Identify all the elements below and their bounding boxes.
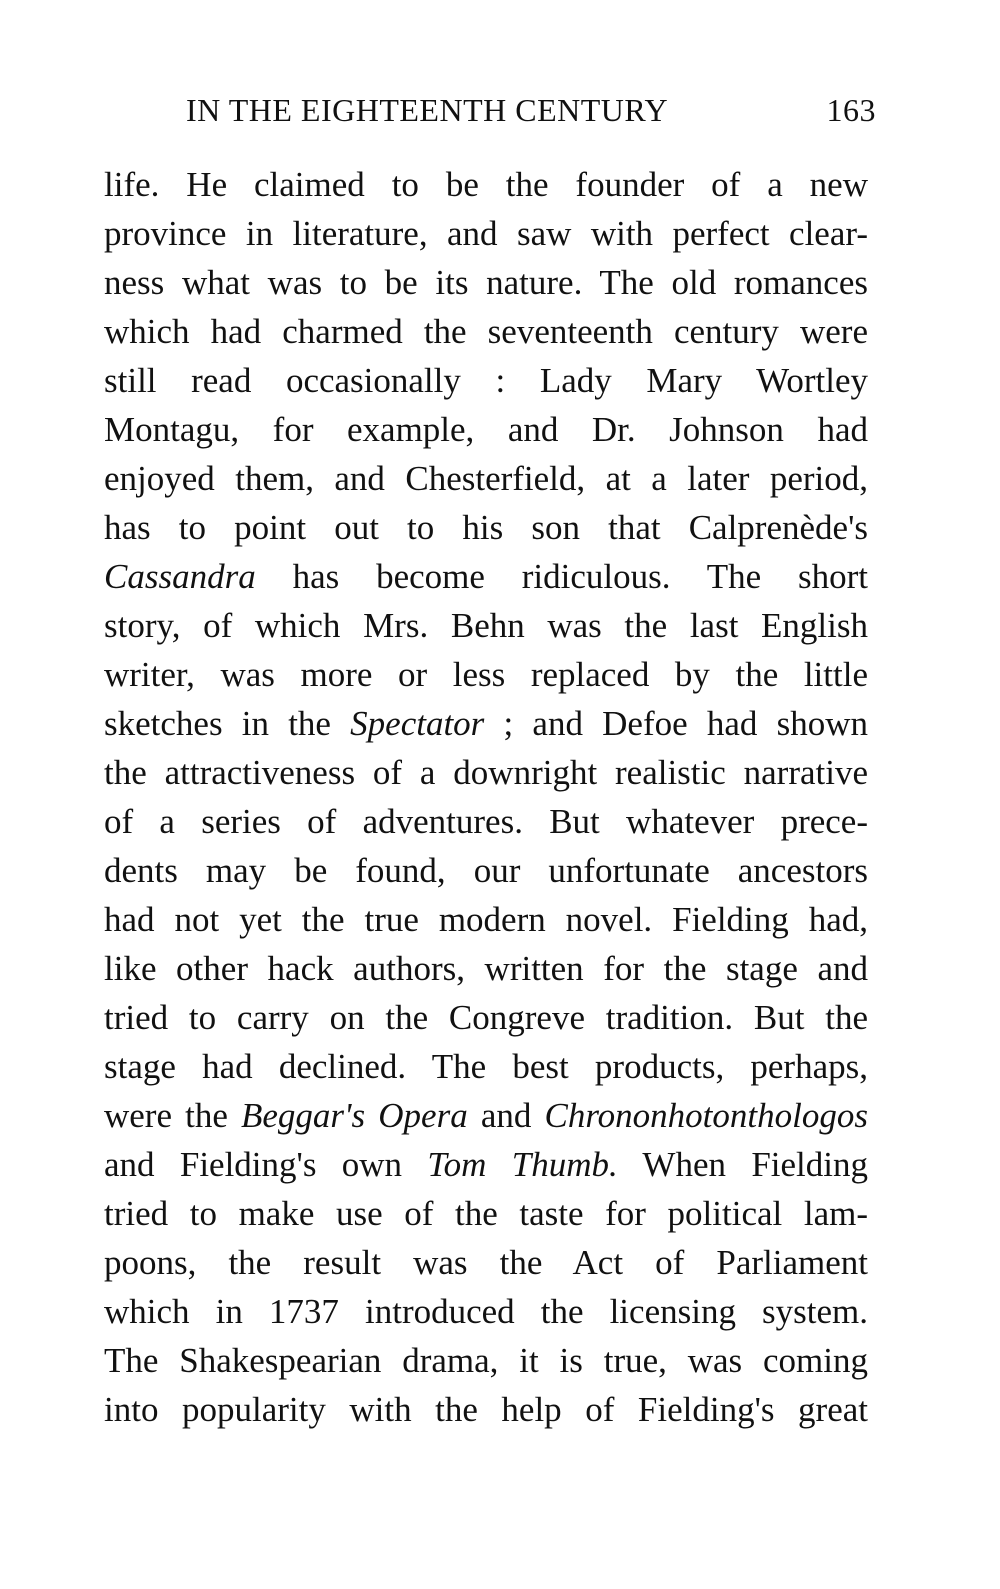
text-segment: story, of which Mrs. Behn was the last English	[104, 606, 868, 645]
text-line	[104, 993, 868, 1042]
text-line	[104, 552, 868, 601]
text-segment: still read occasionally : Lady Mary Wortley	[104, 361, 868, 400]
text-line	[104, 699, 868, 748]
text-line	[104, 1042, 868, 1091]
text-line	[104, 356, 868, 405]
italic-title: Chrononhotonthologos	[544, 1096, 868, 1135]
text-segment: which had charmed the seventeenth century were	[104, 312, 868, 351]
running-title: IN THE EIGHTEENTH CENTURY	[186, 92, 669, 128]
text-segment: and	[467, 1096, 545, 1135]
text-segment: sketches in the	[104, 704, 351, 743]
page-header	[186, 88, 876, 132]
text-segment: ness what was to be its nature. The old romances	[104, 263, 868, 302]
italic-title: Cassandra	[104, 557, 256, 596]
text-line	[104, 1189, 868, 1238]
italic-title: Beggar's Opera	[241, 1096, 468, 1135]
text-segment: poons, the result was the Act of Parliament	[104, 1243, 868, 1282]
text-segment: The Shakespearian drama, it is true, was coming	[104, 1341, 868, 1380]
text-segment: When Fielding	[617, 1145, 868, 1184]
text-segment: tried to carry on the Congreve tradition. But the	[104, 998, 868, 1037]
text-line	[104, 797, 868, 846]
text-segment: writer, was more or less replaced by the little	[104, 655, 868, 694]
text-line	[104, 944, 868, 993]
text-line	[104, 1091, 868, 1140]
text-line	[104, 258, 868, 307]
text-segment: province in literature, and saw with perfect clear-	[104, 214, 868, 253]
text-segment: ; and Defoe had shown	[484, 704, 868, 743]
text-line	[104, 405, 868, 454]
italic-title: Tom Thumb.	[427, 1145, 618, 1184]
text-segment: tried to make use of the taste for political lam-	[104, 1194, 868, 1233]
body-text	[104, 160, 868, 1434]
text-segment: the attractiveness of a downright realistic narrative	[104, 753, 868, 792]
text-segment: which in 1737 introduced the licensing system.	[104, 1292, 868, 1331]
italic-title: Spectator	[350, 704, 485, 743]
text-segment: had not yet the true modern novel. Fielding had,	[104, 900, 868, 939]
text-line	[104, 895, 868, 944]
text-line	[104, 454, 868, 503]
text-line	[104, 1385, 868, 1434]
text-segment: stage had declined. The best products, perhaps,	[104, 1047, 868, 1086]
text-segment: of a series of adventures. But whatever prece-	[104, 802, 868, 841]
text-segment: were the	[104, 1096, 242, 1135]
text-segment: into popularity with the help of Fielding's great	[104, 1390, 868, 1429]
text-segment: has become ridiculous. The short	[255, 557, 868, 596]
text-segment: like other hack authors, written for the stage and	[104, 949, 868, 988]
text-segment: Montagu, for example, and Dr. Johnson had	[104, 410, 868, 449]
text-segment: and Fielding's own	[104, 1145, 428, 1184]
text-line	[104, 748, 868, 797]
text-line	[104, 503, 868, 552]
page-number: 163	[826, 92, 876, 128]
text-segment: enjoyed them, and Chesterfield, at a later period,	[104, 459, 868, 498]
text-line	[104, 1238, 868, 1287]
text-line	[104, 1336, 868, 1385]
text-segment: has to point out to his son that Calprenède's	[104, 508, 868, 547]
text-segment: life. He claimed to be the founder of a new	[104, 165, 868, 204]
text-line	[104, 307, 868, 356]
text-line	[104, 650, 868, 699]
text-segment: dents may be found, our unfortunate ancestors	[104, 851, 868, 890]
text-line	[104, 1140, 868, 1189]
text-line	[104, 846, 868, 895]
text-line	[104, 601, 868, 650]
text-line	[104, 209, 868, 258]
text-line	[104, 1287, 868, 1336]
text-line	[104, 160, 868, 209]
